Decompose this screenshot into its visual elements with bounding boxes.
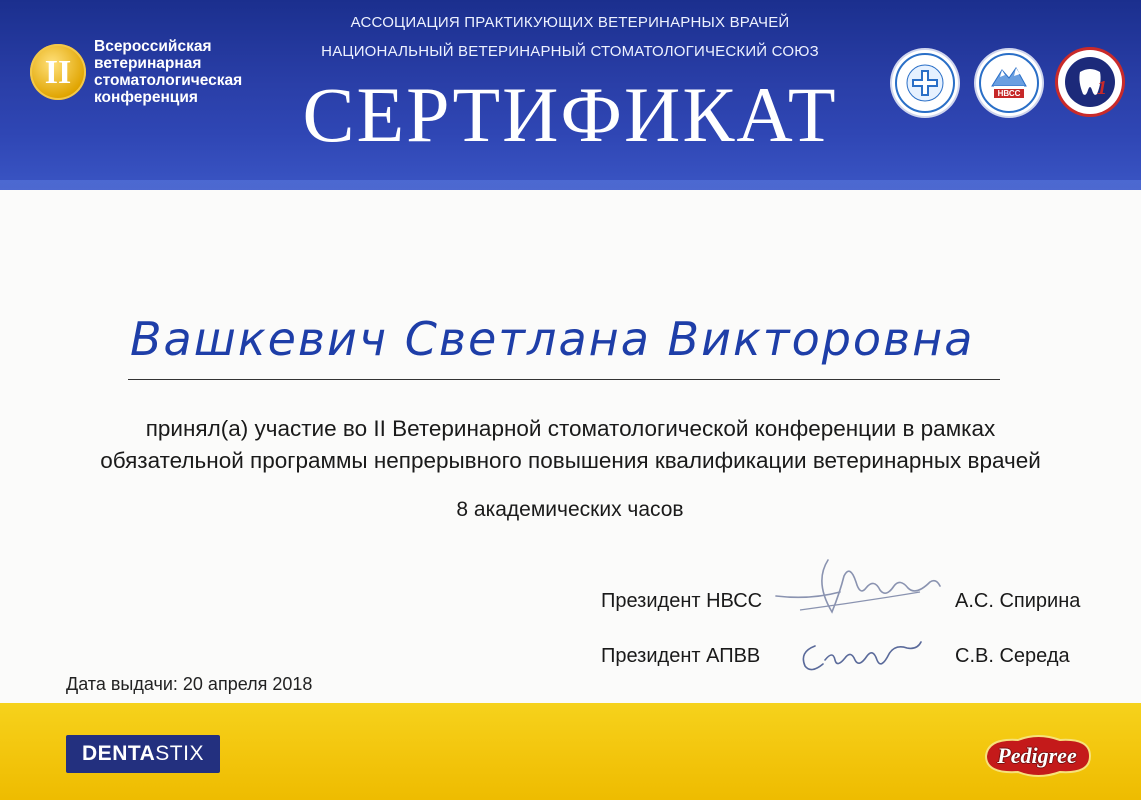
participation-text-line-2: обязательной программы непрерывного повышения квалификации ветеринарных врачей [100,448,1041,473]
dentalvet-logo-graphic [1058,50,1122,114]
recipient-underline [128,379,1000,380]
apvv-logo-icon [892,50,958,116]
dentastix-thin-part: STIX [155,742,204,765]
nvss-logo-icon [976,50,1042,116]
conference-name-line: ветеринарная [94,55,202,72]
conference-badge-icon [30,44,86,100]
issue-date: Дата выдачи: 20 апреля 2018 [66,674,313,694]
association-line-1: АССОЦИАЦИЯ ПРАКТИКУЮЩИХ ВЕТЕРИНАРНЫХ ВРАЧЕЙ [350,14,790,31]
nvss-logo-text: НВСС [997,89,1021,98]
signature-scribble-apvv [795,632,925,680]
conference-name [94,38,294,106]
conference-name-line: конференция [94,89,198,106]
svg-text:1: 1 [1097,77,1107,99]
conference-name-line: стоматологическая [94,72,243,89]
pedigree-logo [978,734,1096,778]
signature-name-nvss: А.С. Спирина [955,590,1081,612]
dentastix-logo-text [66,742,220,766]
signature-title-apvv: Президент АПВВ [601,645,761,667]
dentalvet-logo-icon [1058,50,1122,114]
nvss-logo-graphic [976,50,1042,116]
recipient-name: Вашкевич Светлана Викторовна [130,312,975,366]
conference-name-line: Всероссийская [94,38,212,55]
certificate-title: СЕРТИФИКАТ [302,71,838,158]
header-band [0,0,1141,190]
signature-scribble-nvss [770,552,950,624]
participation-text-line-1: принял(а) участие во II Ветеринарной стоматологической конференции в рамках [145,416,996,441]
signature-name-apvv: С.В. Середа [955,645,1070,667]
association-line-2: НАЦИОНАЛЬНЫЙ ВЕТЕРИНАРНЫЙ СТОМАТОЛОГИЧЕСКИЙ СОЮЗ [321,43,819,60]
academic-hours: 8 академических часов [456,498,684,521]
conference-badge-numeral: II [44,54,72,91]
pedigree-logo-text: Pedigree [997,743,1077,768]
apvv-logo-graphic [892,50,958,116]
dentastix-bold-part: DENTA [82,742,156,765]
dentastix-logo [66,735,220,773]
signature-title-nvss: Президент НВСС [601,590,763,612]
